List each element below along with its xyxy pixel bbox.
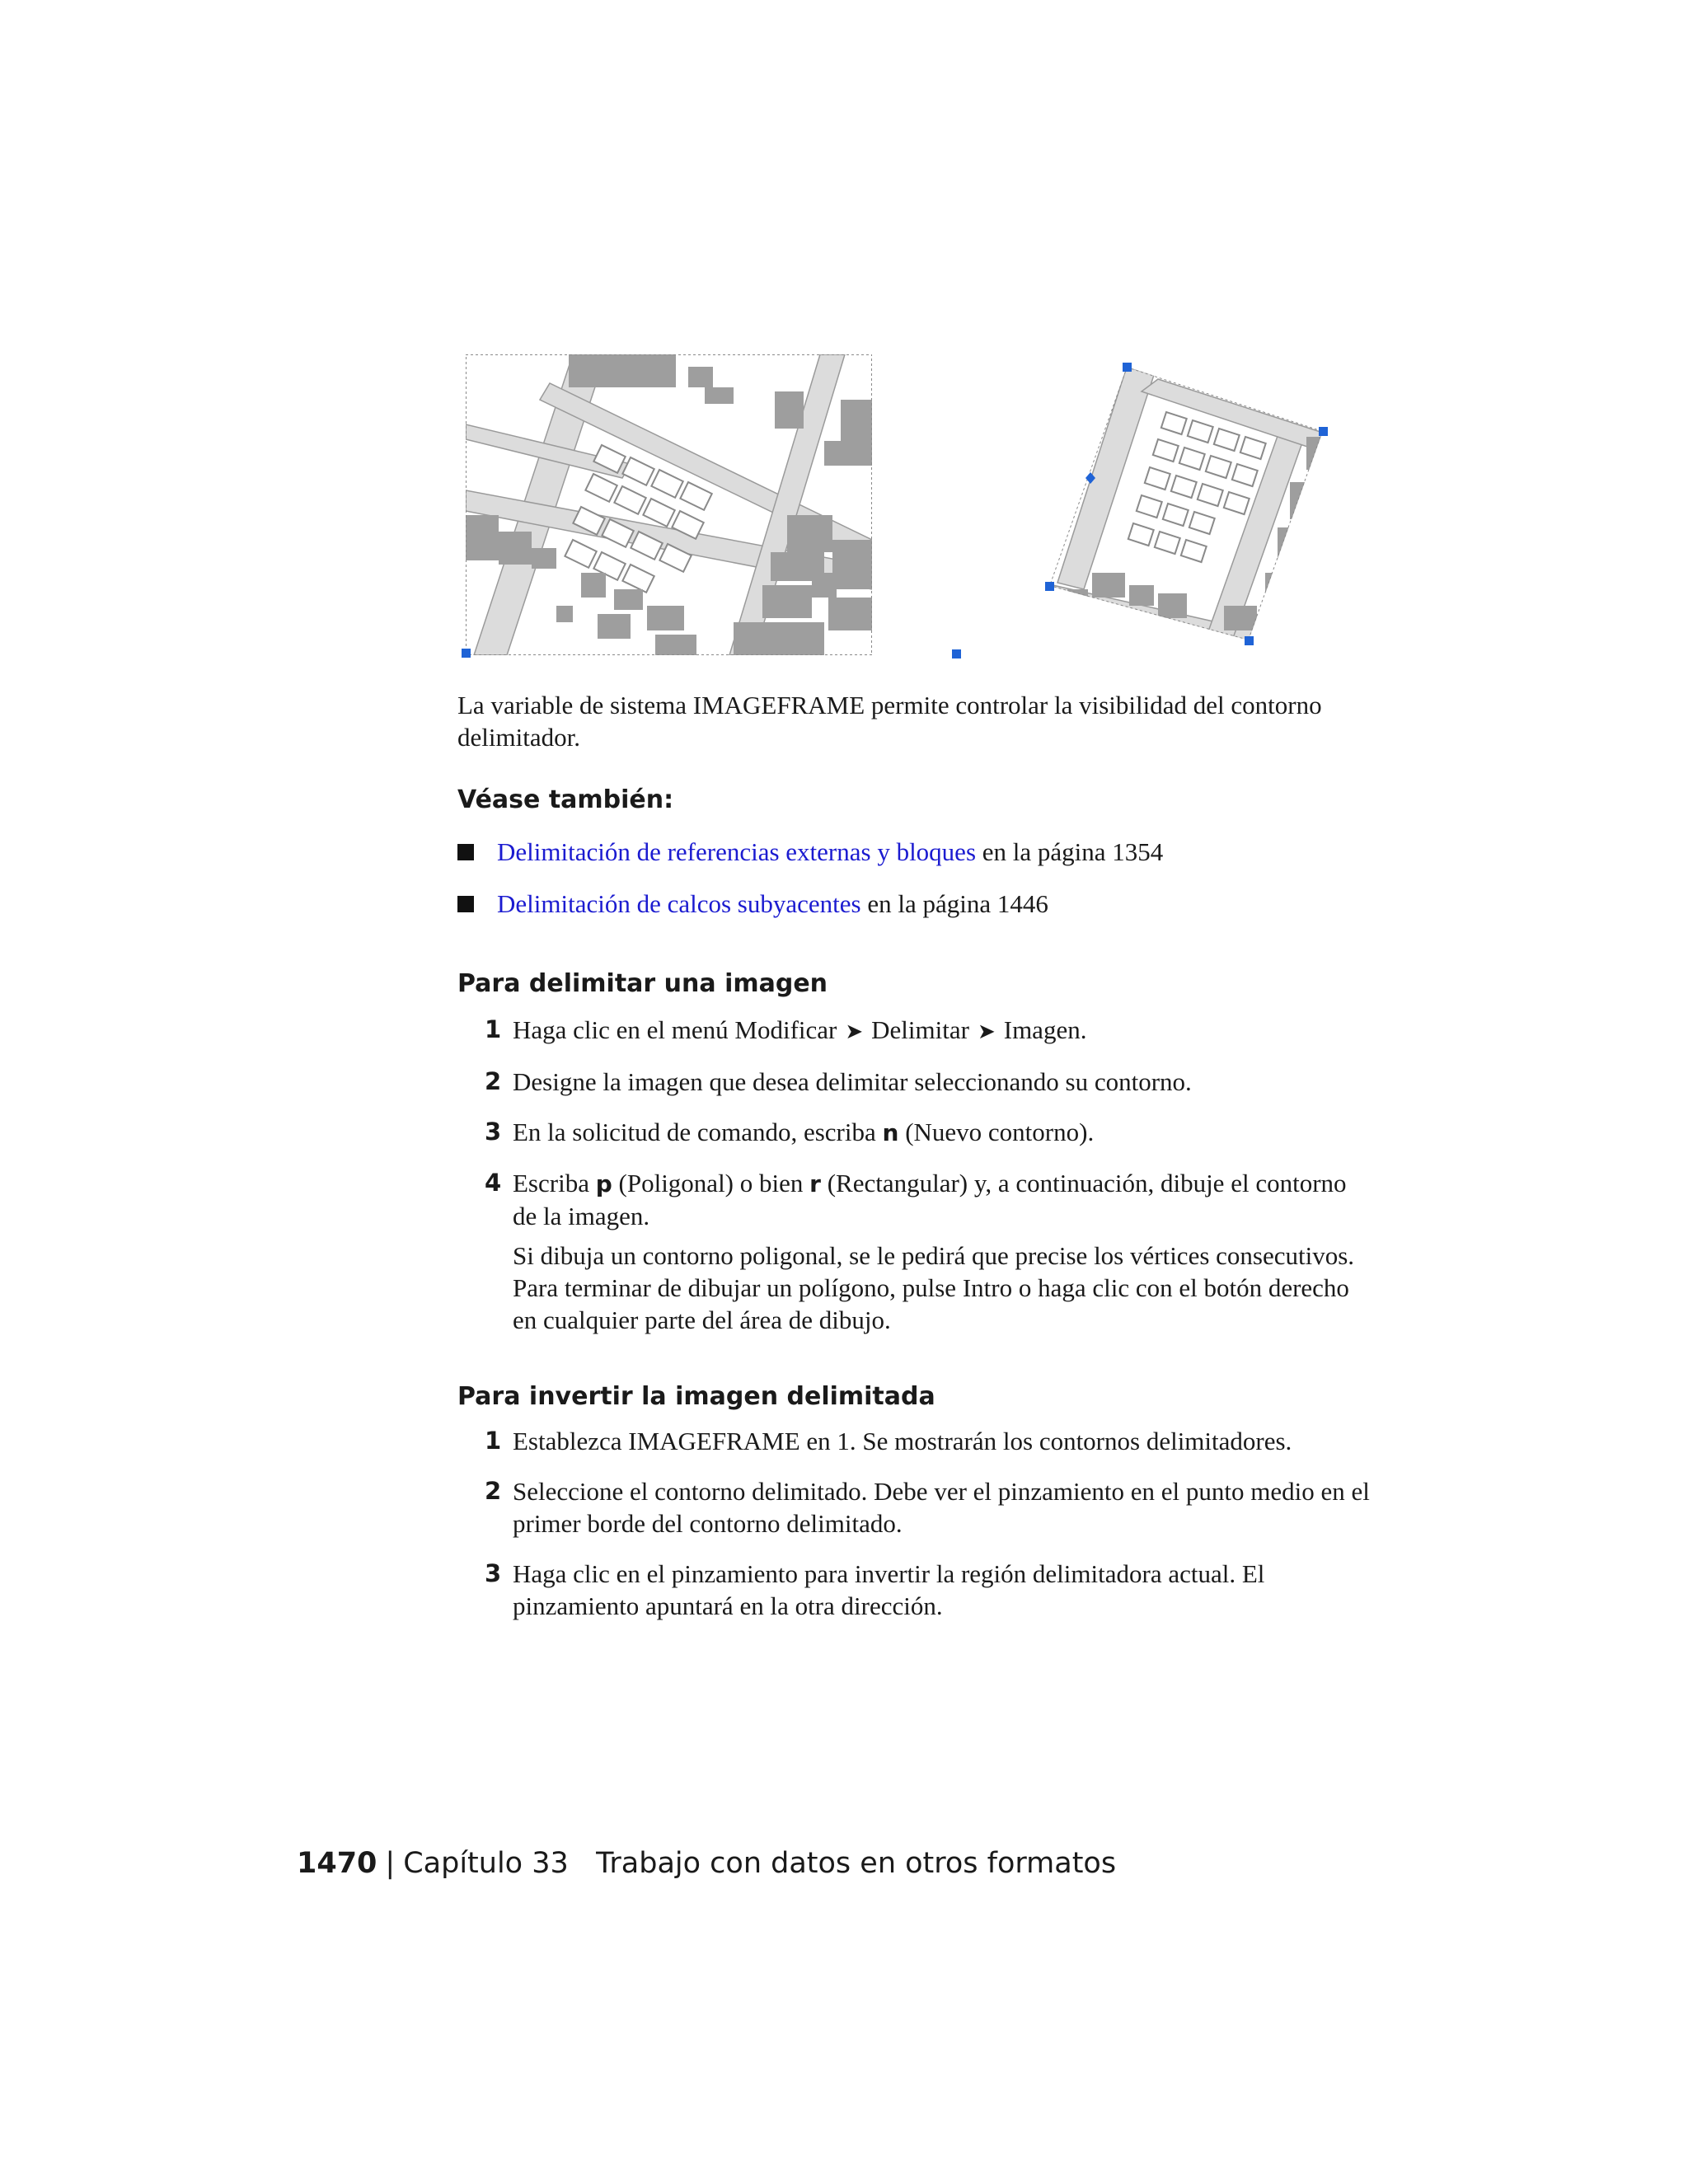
step-text: Imagen.	[1003, 1015, 1087, 1044]
step-text: Establezca IMAGEFRAME en 1. Se mostrarán los contornos delimitadores.	[513, 1427, 1292, 1455]
procedure-steps	[457, 1014, 1372, 1354]
step-number: 3	[485, 1118, 502, 1146]
see-also-list	[457, 836, 1364, 940]
page-reference: en la página 1354	[976, 837, 1164, 866]
step-item	[457, 1425, 1372, 1457]
see-also-heading: Véase también:	[457, 785, 674, 814]
original-image	[466, 354, 872, 655]
command-option: r	[809, 1170, 821, 1197]
page-footer	[297, 1847, 1116, 1880]
command-option: p	[595, 1170, 612, 1197]
step-text: En la solicitud de comando, escriba	[513, 1118, 883, 1146]
grip-handle[interactable]	[1319, 427, 1328, 436]
grip-handle[interactable]	[1123, 363, 1132, 372]
step-number: 1	[485, 1015, 502, 1043]
arrow-right-icon: ➤	[977, 1019, 996, 1043]
page-number: 1470	[297, 1847, 377, 1880]
page-reference: en la página 1446	[860, 889, 1048, 918]
arrow-right-icon: ➤	[845, 1019, 864, 1043]
step-item	[457, 1116, 1372, 1149]
step-item	[457, 1167, 1372, 1336]
step-number: 2	[485, 1067, 502, 1095]
step-item	[457, 1066, 1372, 1098]
step-item	[457, 1558, 1372, 1622]
list-item	[457, 888, 1364, 920]
section-heading: Para delimitar una imagen	[457, 969, 828, 998]
grip-handle[interactable]	[952, 649, 961, 658]
footer-separator: |	[385, 1847, 396, 1880]
section-heading: Para invertir la imagen delimitada	[457, 1382, 935, 1411]
step-number: 4	[485, 1169, 502, 1197]
step-text: Delimitar	[871, 1015, 969, 1044]
cross-reference-link[interactable]: Delimitación de referencias externas y bloques	[497, 837, 977, 866]
bullet-square-icon	[457, 844, 474, 860]
step-text: (Poligonal) o bien	[612, 1169, 810, 1197]
grip-handle[interactable]	[1245, 636, 1254, 645]
step-text: Haga clic en el menú Modificar	[513, 1015, 837, 1044]
grip-handle[interactable]	[462, 649, 471, 658]
step-number: 1	[485, 1427, 502, 1455]
step-text: Seleccione el contorno delimitado. Debe ver el pinzamiento en el punto medio en el primer borde del contorno delimitado.	[513, 1477, 1370, 1538]
step-text: Haga clic en el pinzamiento para invertir la región delimitadora actual. El pinzamiento apuntará en la otra dirección.	[513, 1559, 1265, 1620]
clipped-image	[1034, 359, 1339, 655]
bullet-square-icon	[457, 896, 474, 912]
clipping-illustration	[457, 342, 1348, 663]
step-text: Escriba	[513, 1169, 596, 1197]
procedure-steps	[457, 1425, 1372, 1640]
list-item	[457, 836, 1364, 868]
chapter-label: Capítulo 33	[403, 1847, 569, 1880]
step-note: Si dibuja un contorno poligonal, se le pedirá que precise los vértices consecutivos. Para terminar de dibujar un polígono, pulse Intro o haga clic con el botón derecho en cualquier parte del área de dibujo.	[513, 1241, 1355, 1334]
chapter-title: Trabajo con datos en otros formatos	[596, 1847, 1117, 1880]
command-option: n	[882, 1119, 899, 1146]
step-text: (Nuevo contorno).	[898, 1118, 1095, 1146]
step-item	[457, 1475, 1372, 1540]
figure-caption: La variable de sistema IMAGEFRAME permite controlar la visibilidad del contorno delimitador.	[457, 691, 1322, 752]
step-text: Designe la imagen que desea delimitar seleccionando su contorno.	[513, 1067, 1192, 1096]
grip-handle[interactable]	[1045, 582, 1054, 591]
step-number: 3	[485, 1559, 502, 1587]
cross-reference-link[interactable]: Delimitación de calcos subyacentes	[497, 889, 861, 918]
step-text: (Rectangular) y, a continuación, dibuje el contorno de la imagen.	[513, 1169, 1347, 1230]
step-item	[457, 1014, 1372, 1047]
step-number: 2	[485, 1477, 502, 1505]
